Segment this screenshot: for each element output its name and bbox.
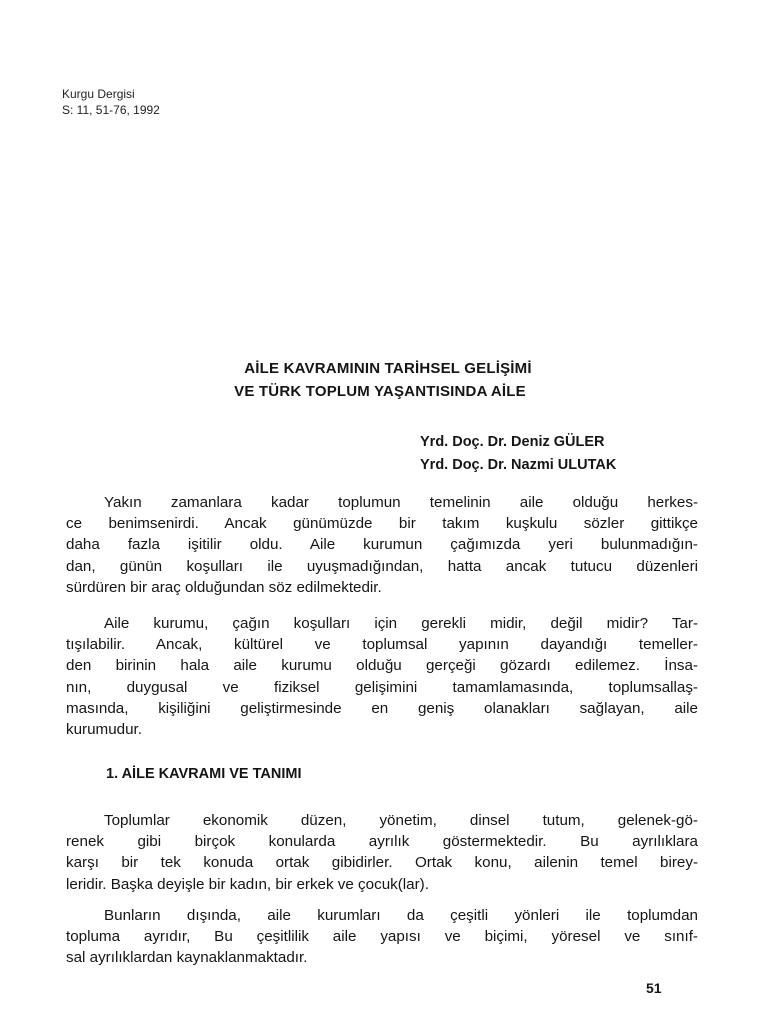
paragraph-line: renek gibi birçok konularda ayrılık göstermektedir. Bu ayrılıklara [66, 833, 698, 851]
title-line-1: AİLE KAVRAMININ TARİHSEL GELİŞİMİ [244, 360, 532, 377]
paragraph-1 [66, 492, 698, 598]
paragraph-line: den birinin hala aile kurumu olduğu gerçeği gözardı edilemez. İnsa- [66, 657, 698, 675]
paragraph-line: karşı bir tek konuda ortak gibidirler. Ortak konu, ailenin temel birey- [66, 854, 698, 872]
paragraph-line: Yakın zamanlara kadar toplumun temelinin aile olduğu herkes- [104, 494, 698, 511]
paragraph-line: leridir. Başka deyişle bir kadın, bir erkek ve çocuk(lar). [66, 875, 429, 893]
paragraph-line: Toplumlar ekonomik düzen, yönetim, dinsel tutum, gelenek-gö- [104, 812, 698, 829]
article-title [0, 357, 768, 403]
author-1: Yrd. Doç. Dr. Deniz GÜLER [420, 434, 605, 450]
paragraph-3 [66, 810, 698, 895]
paragraph-line: Aile kurumu, çağın koşulları için gerekli midir, değil midir? Tar- [104, 615, 698, 632]
author-2: Yrd. Doç. Dr. Nazmi ULUTAK [420, 457, 617, 473]
paragraph-2 [66, 613, 698, 740]
paragraph-line: Bunların dışında, aile kurumları da çeşitli yönleri ile toplumdan [104, 907, 698, 924]
paragraph-line: nın, duygusal ve fiziksel gelişimini tamamlamasında, toplumsallaş- [66, 678, 698, 696]
paragraph-line: dan, günün koşulları ile uyuşmadığından, hatta ancak tutucu düzenleri [66, 557, 698, 575]
paragraph-4 [66, 905, 698, 969]
journal-name: Kurgu Dergisi [62, 87, 135, 101]
paragraph-line: sürdüren bir araç olduğundan söz edilmektedir. [66, 578, 382, 596]
paragraph-line: masında, kişiliğini geliştirmesinde en geniş olanakları sağlayan, aile [66, 699, 698, 717]
paragraph-line: sal ayrılıklardan kaynaklanmaktadır. [66, 949, 308, 967]
journal-issue: S: 11, 51-76, 1992 [62, 103, 160, 117]
journal-citation [62, 86, 160, 118]
paragraph-line: tışılabilir. Ancak, kültürel ve toplumsal yapının dayandığı temeller- [66, 636, 698, 654]
paragraph-line: daha fazla işitilir oldu. Aile kurumun çağımızda yeri bulunmadığın- [66, 536, 698, 554]
section-heading: 1. AİLE KAVRAMI VE TANIMI [106, 766, 302, 782]
page-number: 51 [646, 980, 662, 996]
paragraph-line: topluma ayrıdır, Bu çeşitlilik aile yapısı ve biçimi, yöresel ve sınıf- [66, 928, 698, 946]
title-line-2: VE TÜRK TOPLUM YAŞANTISINDA AİLE [234, 383, 526, 400]
paragraph-line: ce benimsenirdi. Ancak günümüzde bir takım kuşkulu sözler gittikçe [66, 515, 698, 533]
author-list [420, 431, 616, 477]
paragraph-line: kurumudur. [66, 721, 142, 739]
